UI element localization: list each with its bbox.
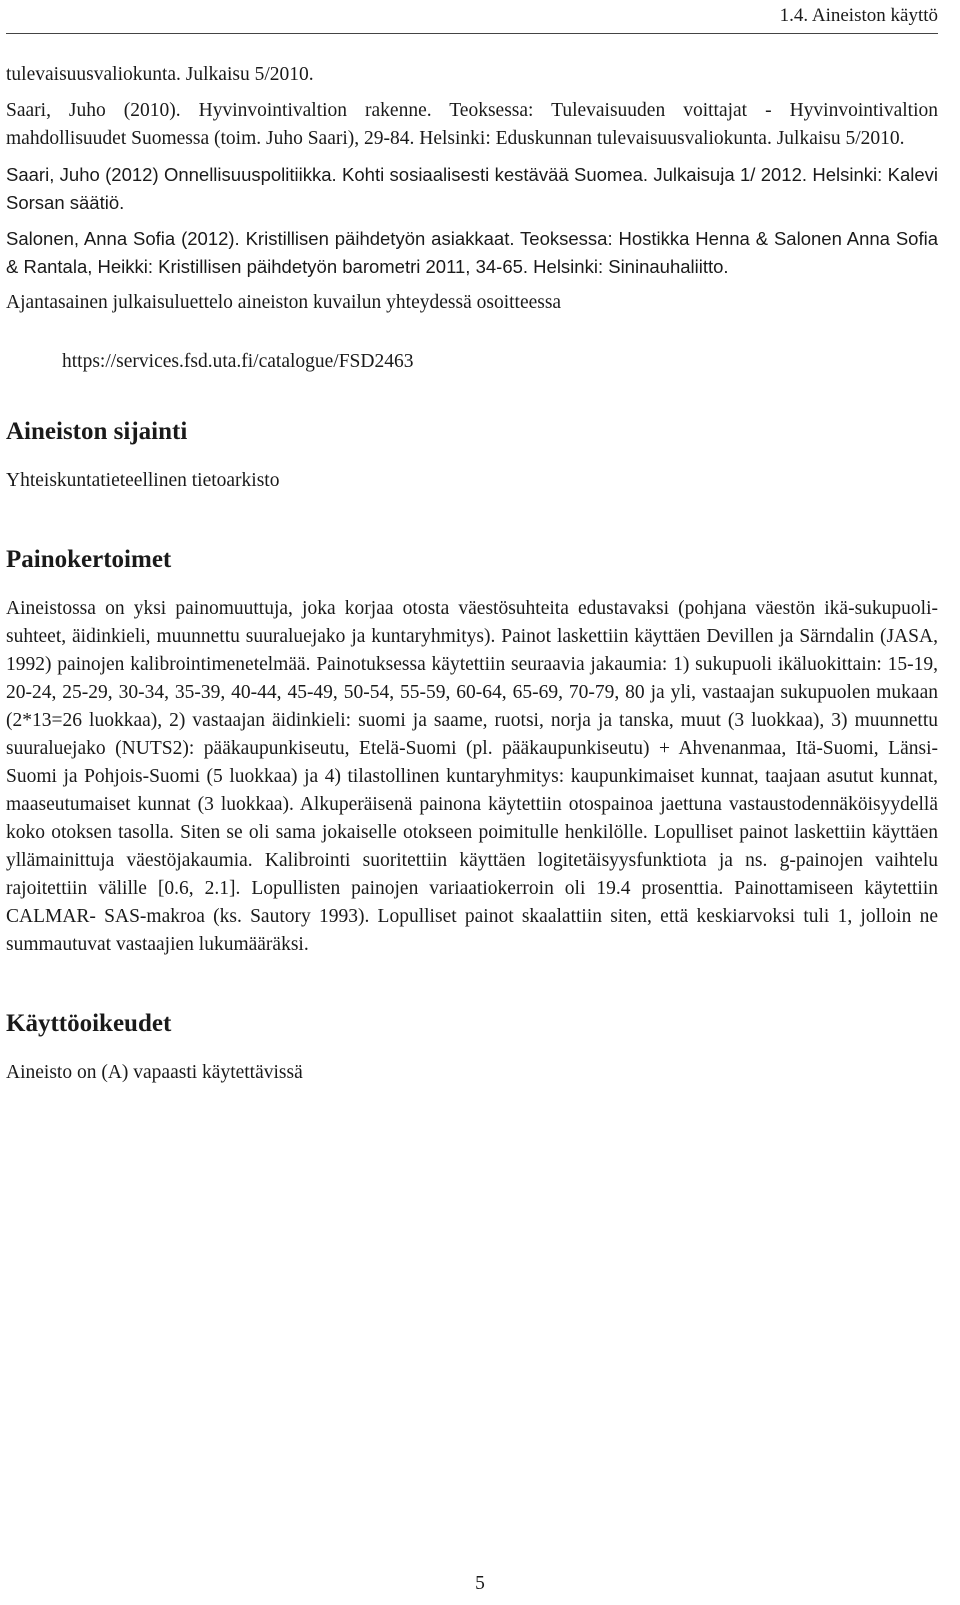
location-text: Yhteiskuntatieteellinen tietoarkisto — [6, 470, 280, 491]
page-number: 5 — [475, 1573, 485, 1594]
reference-item: Saari, Juho (2012) Onnellisuuspolitiikka. Kohti sosiaalisesti kestävää Suomea. Julkaisuja 1/ 2012. Helsinki: Kalevi Sorsan säätiö. — [6, 164, 938, 213]
reference-item: Salonen, Anna Sofia (2012). Kristillisen päihdetyön asiakkaat. Teoksessa: Hostikka Henna & Salonen Anna Sofia & Rantala, Heikki: Kristillisen päihdetyön barometri 2011, 34-65. Helsinki: Sininauhaliitto. — [6, 228, 938, 277]
header-rule — [6, 33, 938, 34]
catalogue-intro: Ajantasainen julkaisuluettelo aineiston kuvailun yhteydessä osoitteessa — [6, 292, 562, 313]
section-heading-location: Aineiston sijainti — [6, 418, 188, 445]
section-heading-weights: Painokertoimet — [6, 546, 172, 573]
rights-text: Aineisto on (A) vapaasti käytettävissä — [6, 1062, 303, 1083]
reference-item: tulevaisuusvaliokunta. Julkaisu 5/2010. — [6, 64, 314, 85]
reference-item: Saari, Juho (2010). Hyvinvointivaltion rakenne. Teoksessa: Tulevaisuuden voittajat - Hyvinvointivaltion mahdollisuudet Suomessa (toim. Juho Saari), 29-84. Helsinki: Eduskunnan tulevaisuusvaliokunta. Julkaisu 5/2010. — [6, 100, 938, 149]
section-heading-rights: Käyttöoikeudet — [6, 1010, 172, 1037]
page-content — [6, 61, 938, 1087]
catalogue-link[interactable]: https://services.fsd.uta.fi/catalogue/FSD2463 — [62, 351, 414, 372]
running-header-title: 1.4. Aineiston käyttö — [779, 5, 938, 26]
weights-text: Aineistossa on yksi painomuuttuja, joka korjaa otosta väestösuhteita edustavaksi (pohjana väestön ikä-sukupuoli-suhteet, äidinkieli, muunnettu suuraluejako ja kuntaryhmitys). Painot laskettiin käyttäen Devillen ja Särndalin (JASA, 1992) painojen kalibrointimenetelmää. Painotuksessa käytettiin seuraavia jakaumia: 1) sukupuoli ikäluokittain: 15-19, 20-24, 25-29, 30-34, 35-39, 40-44, 45-49, 50-54, 55-59, 60-64, 65-69, 70-79, 80 ja yli, vastaajan sukupuolen mukaan (2*13=26 luokkaa), 2) vastaajan äidinkieli: suomi ja saame, ruotsi, norja ja tanska, muut (3 luokkaa), 3) muunnettu suuraluejako (NUTS2): pääkaupunkiseutu, Etelä-Suomi (pl. pääkaupunkiseutu) + Ahvenanmaa, Itä-Suomi, Länsi-Suomi ja Pohjois-Suomi (5 luokkaa) ja 4) tilastollinen kuntaryhmitys: kaupunkimaiset kunnat, taajaan asutut kunnat, maaseutumaiset kunnat (3 luokkaa). Alkuperäisenä painona käytettiin otospainoa jaettuna vastaustodennäköisyydellä koko otoksen tasolla. Siten se oli sama jokaiselle otokseen poimitulle henkilölle. Lopulliset painot laskettiin käyttäen yllämainittuja väestöjakaumia. Kalibrointi suoritettiin käyttäen logitetäisyysfunktiota ja ns. g-painojen vaihtelu rajoitettiin välille [0.6, 2.1]. Lopullisten painojen variaatiokerroin oli 19.4 prosenttia. Painottamiseen käytettiin CALMAR- SAS-makroa (ks. Sautory 1993). Lopulliset painot skaalattiin siten, että keskiarvoksi tuli 1, jolloin ne summautuvat vastaajien lukumääräksi. — [6, 598, 938, 955]
